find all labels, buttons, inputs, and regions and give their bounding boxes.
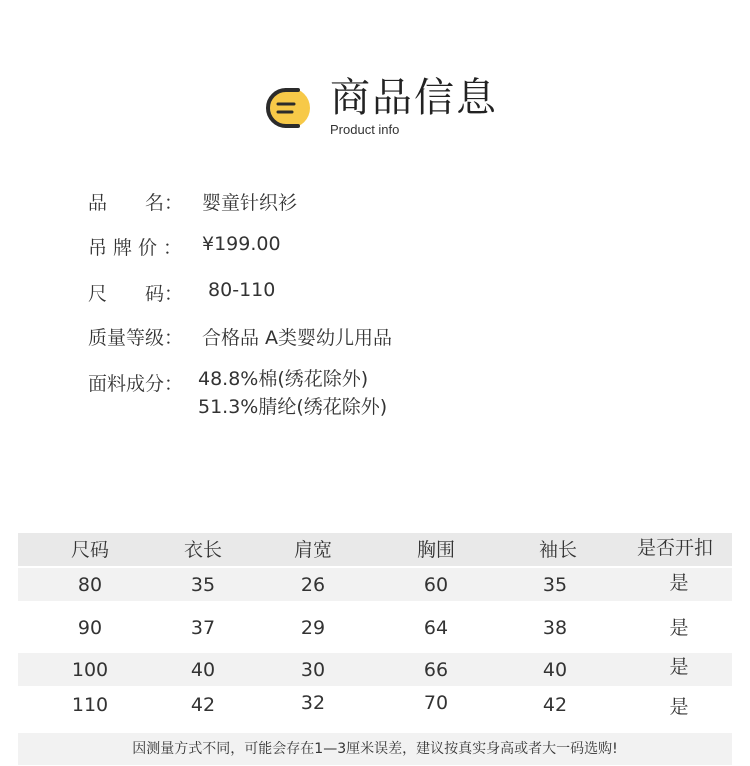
table-cell: 是 <box>669 617 689 639</box>
table-header-row <box>18 533 732 566</box>
measurement-note: 因测量方式不同，可能会存在1—3厘米误差，建议按真实身高或者大一码选购! <box>132 741 618 757</box>
measurement-note-bar <box>18 733 732 765</box>
table-cell: 是 <box>669 572 689 594</box>
info-value-fabric-2: 51.3%腈纶(绣花除外) <box>198 396 388 418</box>
info-label-size: 尺 码： <box>88 283 184 305</box>
column-header-size: 尺码 <box>70 539 109 561</box>
table-row <box>18 688 732 721</box>
table-cell: 是 <box>669 656 689 678</box>
table-cell: 40 <box>542 659 568 681</box>
table-row <box>18 611 732 644</box>
column-header-chest: 胸围 <box>416 539 455 561</box>
table-cell: 42 <box>190 694 216 716</box>
table-cell: 29 <box>300 617 326 639</box>
info-label-fabric: 面料成分： <box>88 373 184 395</box>
table-cell: 66 <box>423 659 449 681</box>
table-cell: 100 <box>71 659 109 681</box>
table-cell: 70 <box>423 692 449 714</box>
table-row <box>18 653 732 686</box>
table-cell: 32 <box>300 692 326 714</box>
table-cell: 40 <box>190 659 216 681</box>
table-row <box>18 568 732 601</box>
info-value-size: 80-110 <box>202 279 276 301</box>
table-cell: 38 <box>542 617 568 639</box>
table-cell: 60 <box>423 574 449 596</box>
info-value-price: ¥199.00 <box>202 233 281 255</box>
document-list-icon <box>264 84 312 132</box>
section-header <box>264 74 524 144</box>
page-title: 商品信息 <box>330 75 498 121</box>
info-value-grade: 合格品 A类婴幼儿用品 <box>202 327 393 349</box>
table-cell: 110 <box>71 694 109 716</box>
table-cell: 35 <box>190 574 216 596</box>
column-header-length: 衣长 <box>183 539 222 561</box>
table-cell: 42 <box>542 694 568 716</box>
table-cell: 30 <box>300 659 326 681</box>
column-header-sleeve: 袖长 <box>538 539 577 561</box>
table-cell: 26 <box>300 574 326 596</box>
info-label-grade: 质量等级： <box>88 327 184 349</box>
table-cell: 是 <box>669 696 689 718</box>
table-cell: 64 <box>423 617 449 639</box>
column-header-shoulder: 肩宽 <box>293 539 332 561</box>
page-subtitle: Product info <box>330 122 400 137</box>
table-cell: 37 <box>190 617 216 639</box>
column-header-button: 是否开扣 <box>636 537 713 559</box>
info-value-fabric-1: 48.8%棉(绣花除外) <box>198 368 369 390</box>
table-cell: 35 <box>542 574 568 596</box>
table-cell: 80 <box>77 574 103 596</box>
info-value-name: 婴童针织衫 <box>202 192 298 214</box>
info-label-name: 品 名： <box>88 192 184 214</box>
table-cell: 90 <box>77 617 103 639</box>
info-label-price: 吊牌价： <box>88 237 189 259</box>
